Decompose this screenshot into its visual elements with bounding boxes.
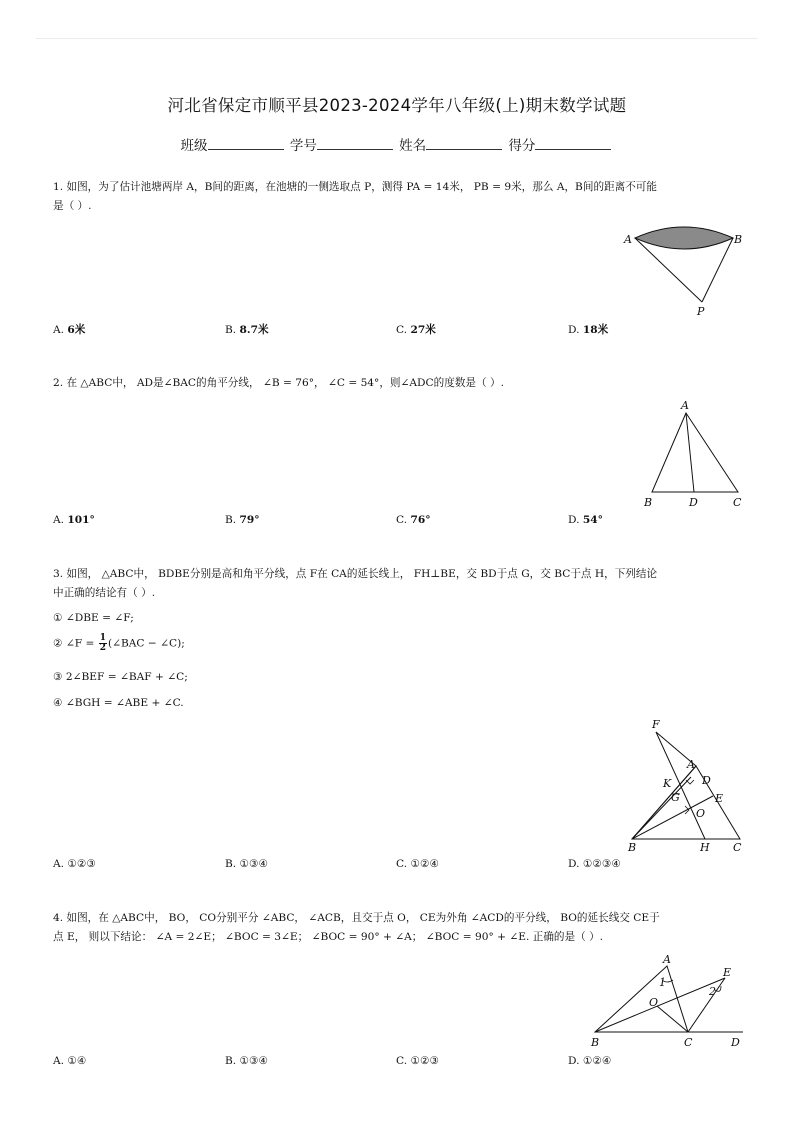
label-d: D <box>689 496 698 509</box>
label-c: C <box>733 496 742 509</box>
label-f: F <box>652 718 660 731</box>
label-d: D <box>702 774 711 787</box>
number-blank <box>317 135 393 150</box>
label-p: P <box>697 305 705 318</box>
question-1-option-d[interactable]: D. 18米 <box>568 324 609 336</box>
class-label: 班级 <box>180 138 208 154</box>
score-blank <box>535 135 611 150</box>
question-2-line1: 2. 在 △ABC中， AD是∠BAC的角平分线， ∠B = 76°， ∠C = 54°，则∠ADC的度数是（ ）. <box>53 377 504 389</box>
question-2-option-d[interactable]: D. 54° <box>568 514 603 526</box>
question-3-statement-3: ③ 2∠BEF = ∠BAF + ∠C; <box>53 671 188 683</box>
question-4-figure <box>585 950 750 1050</box>
question-2-option-c[interactable]: C. 76° <box>396 514 431 526</box>
question-2-option-b[interactable]: B. 79° <box>225 514 260 526</box>
question-1-option-b[interactable]: B. 8.7米 <box>225 324 269 336</box>
question-3-option-c[interactable]: C. ①②④ <box>396 858 439 870</box>
score-label: 得分 <box>508 138 536 154</box>
question-3-figure <box>620 714 750 856</box>
question-1-option-c[interactable]: C. 27米 <box>396 324 436 336</box>
label-o: O <box>696 807 706 820</box>
question-2-figure <box>638 396 750 512</box>
name-label: 姓名 <box>399 138 427 154</box>
question-4-option-a[interactable]: A. ①④ <box>53 1055 87 1067</box>
question-2-option-a[interactable]: A. 101° <box>53 514 95 526</box>
segment-pb <box>702 238 733 302</box>
altitude-bd <box>632 777 691 839</box>
triangle-abc <box>652 413 738 492</box>
label-a: A <box>663 953 671 966</box>
label-k: K <box>663 777 672 790</box>
segment-ad <box>686 413 694 492</box>
label-g: G <box>671 791 680 804</box>
question-4-line1: 4. 如图，在 △ABC中， BO， CO分别平分 ∠ABC， ∠ACB，且交于点 O， CE为外角 ∠ACD的平分线， BO的延长线交 CE于 <box>53 912 660 924</box>
question-4-option-c[interactable]: C. ①②③ <box>396 1055 439 1067</box>
label-b: B <box>591 1036 600 1049</box>
student-info-line <box>0 134 794 154</box>
question-1-stem <box>53 178 657 216</box>
header-divider <box>36 38 758 39</box>
number-label: 学号 <box>289 138 317 154</box>
question-1-option-a[interactable]: A. 6米 <box>53 324 86 336</box>
label-b: B <box>628 841 637 854</box>
question-3-option-d[interactable]: D. ①②③④ <box>568 858 621 870</box>
pond-shape <box>635 227 733 249</box>
question-4-option-b[interactable]: B. ①③④ <box>225 1055 269 1067</box>
name-blank <box>426 135 502 150</box>
label-o: O <box>649 996 659 1009</box>
question-3-option-a[interactable]: A. ①②③ <box>53 858 96 870</box>
label-d: D <box>731 1036 740 1049</box>
question-3-stem <box>53 565 657 603</box>
question-3-statement-4: ④ ∠BGH = ∠ABE + ∠C. <box>53 697 184 709</box>
question-4-line2: 点 E， 则以下结论： ∠A = 2∠E； ∠BOC = 3∠E； ∠BOC = 90° + ∠A； ∠BOC = 90° + ∠E. 正确的是（ ）. <box>53 931 604 943</box>
label-c: C <box>684 1036 693 1049</box>
question-3-option-b[interactable]: B. ①③④ <box>225 858 269 870</box>
class-blank <box>208 135 284 150</box>
label-a: A <box>624 233 632 246</box>
question-3-line1: 3. 如图， △ABC中， BDBE分别是高和角平分线，点 F在 CA的延长线上， FH⊥BE，交 BD于点 G，交 BC于点 H，下列结论 <box>53 568 658 580</box>
label-c: C <box>733 841 742 854</box>
question-4-option-d[interactable]: D. ①②④ <box>568 1055 612 1067</box>
label-b: B <box>734 233 743 246</box>
label-a: A <box>687 758 695 771</box>
question-1-line2: 是（ ）. <box>53 200 92 212</box>
question-4-stem <box>53 909 660 947</box>
label-h: H <box>700 841 710 854</box>
question-3-statement-1: ① ∠DBE = ∠F; <box>53 612 134 624</box>
label-a: A <box>681 399 689 412</box>
label-angle-2: 2 <box>709 985 716 998</box>
label-e: E <box>723 966 732 979</box>
question-2-stem <box>53 374 504 393</box>
question-1-line1: 1. 如图，为了估计池塘两岸 A，B间的距离，在池塘的一侧选取点 P，测得 PA = 14米， PB = 9米，那么 A，B间的距离不可能 <box>53 181 657 193</box>
question-3-line2: 中正确的结论有（ ）. <box>53 587 156 599</box>
question-3-statement-2: ② ∠F = $\frac{1}{2}$ (∠BAC − ∠C); <box>53 633 185 653</box>
fraction-one-half: $\frac{1}{2}$ <box>99 633 106 653</box>
page-title: 河北省保定市顺平县2023-2024学年八年级(上)期末数学试题 <box>167 96 627 115</box>
label-e: E <box>715 792 724 805</box>
question-1-figure <box>620 218 750 320</box>
label-b: B <box>644 496 653 509</box>
label-angle-1: 1 <box>659 976 666 989</box>
